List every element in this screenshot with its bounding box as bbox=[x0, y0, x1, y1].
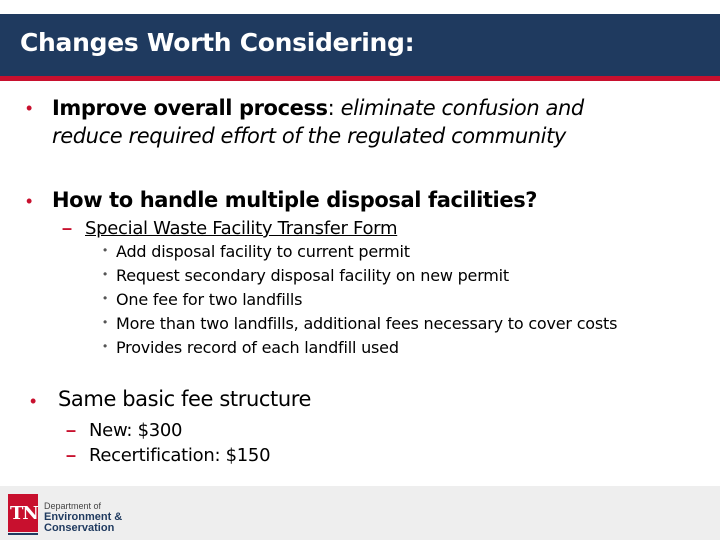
list-item: More than two landfills, additional fees necessary to cover costs bbox=[116, 314, 618, 333]
bullet-1-italic-2: reduce required effort of the regulated community bbox=[52, 124, 566, 148]
small-dot-icon: • bbox=[103, 339, 108, 353]
bullet-1-italic-1: eliminate confusion and bbox=[340, 96, 584, 120]
dash-icon: – bbox=[66, 445, 77, 465]
bullet-1-line-1 bbox=[52, 96, 584, 120]
dept-line-1: Department of bbox=[44, 501, 102, 511]
fee-new: New: $300 bbox=[89, 420, 183, 441]
bullet-dot-icon: • bbox=[26, 191, 33, 211]
bullet-1-bold: Improve overall process bbox=[52, 96, 328, 120]
bullet-dot-icon: • bbox=[26, 98, 33, 118]
title-underline bbox=[0, 76, 720, 81]
small-dot-icon: • bbox=[103, 291, 108, 305]
tn-logo-text: TN bbox=[10, 503, 38, 524]
list-item: Provides record of each landfill used bbox=[116, 338, 399, 357]
list-item: Request secondary disposal facility on new permit bbox=[116, 266, 510, 285]
logo-underline bbox=[8, 533, 38, 535]
small-dot-icon: • bbox=[103, 243, 108, 257]
slide-title: Changes Worth Considering: bbox=[20, 28, 415, 57]
top-strip bbox=[0, 0, 720, 14]
list-item: Add disposal facility to current permit bbox=[116, 242, 410, 261]
dept-line-2: Environment & bbox=[44, 511, 123, 523]
transfer-form-link[interactable]: Special Waste Facility Transfer Form bbox=[85, 218, 398, 239]
bullet-3-text: Same basic fee structure bbox=[58, 387, 312, 411]
bullet-1-colon: : bbox=[327, 96, 335, 120]
bullet-2-text: How to handle multiple disposal facilities? bbox=[52, 188, 538, 212]
list-item: One fee for two landfills bbox=[116, 290, 303, 309]
dash-icon: – bbox=[62, 218, 73, 238]
small-dot-icon: • bbox=[103, 315, 108, 329]
fee-recertification: Recertification: $150 bbox=[89, 445, 271, 466]
bullet-dot-icon: • bbox=[30, 391, 37, 411]
dept-line-3: Conservation bbox=[44, 522, 115, 534]
dash-icon: – bbox=[66, 420, 77, 440]
small-dot-icon: • bbox=[103, 267, 108, 281]
